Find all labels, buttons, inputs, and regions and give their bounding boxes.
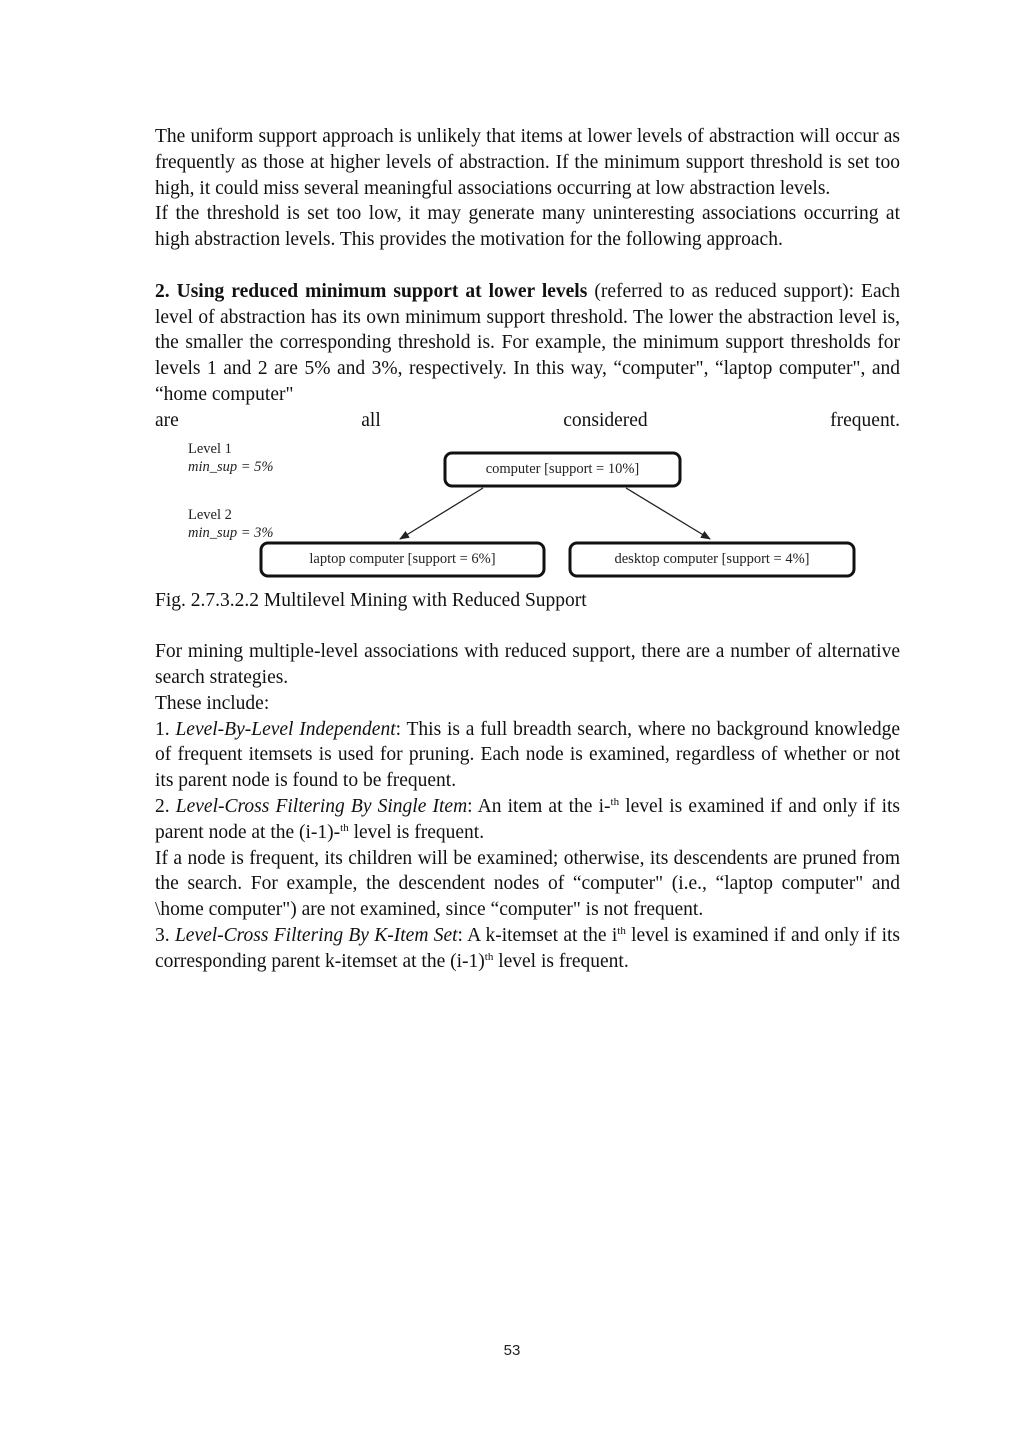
desktop-node-label: desktop computer [support = 4%] — [614, 550, 810, 567]
root-node-label: computer [support = 10%] — [485, 460, 640, 477]
laptop-node-label: laptop computer [support = 6%] — [309, 550, 496, 567]
level1-min-sup: min_sup = 5% — [188, 458, 274, 475]
paragraph-search-strategies: For mining multiple-level associations with reduced support, there are a number of alternative search strategies. — [155, 641, 900, 688]
level2-label — [188, 506, 274, 542]
paragraph-these-include: These include: — [155, 692, 270, 714]
last-line-word: are — [155, 409, 179, 431]
section-reduced-support — [155, 279, 900, 408]
strategy-title: Level-Cross Filtering By K-Item Set — [174, 924, 458, 946]
section-heading: 2. Using reduced minimum support at lower levels — [155, 280, 588, 302]
last-line-word: all — [361, 409, 381, 431]
level1-label — [188, 440, 274, 476]
page-body — [155, 124, 900, 975]
page-number: 53 — [503, 1342, 521, 1359]
last-line-word: considered — [563, 409, 648, 431]
paragraph-low-threshold: If the threshold is set too low, it may generate many uninteresting associations occurring at high abstraction levels. This provides the motivation for the following approach. — [155, 203, 900, 251]
level1-title: Level 1 — [188, 440, 232, 457]
level2-min-sup: min_sup = 3% — [188, 524, 274, 541]
edge-root-to-desktop — [626, 488, 710, 539]
edge-root-to-laptop — [400, 488, 483, 539]
level2-title: Level 2 — [188, 506, 232, 523]
section-last-line — [155, 408, 900, 434]
paragraph-uniform-support: The uniform support approach is unlikely that items at lower levels of abstraction will occur as frequently as those at higher levels of abstraction. If the minimum support threshold is set too high, it could miss several meaningful associations occurring at low abstraction levels. — [155, 126, 900, 199]
strategy-item-2: 2. Level-Cross Filtering By Single Item: An item at the i-$^{th}$ level is examined if and only if its parent node at the (i-1)-$^{th}$ level is frequent. — [155, 795, 900, 843]
multilevel-figure — [155, 436, 900, 588]
last-line-word: frequent. — [830, 409, 900, 431]
strategy-title: Level-By-Level Independent — [175, 718, 396, 740]
strategy-item-3: 3. Level-Cross Filtering By K-Item Set: A k-itemset at the $i^{th}$ level is examined if and only if its corresponding parent k-itemset at the $(i-1)^{th}$ level is frequent. — [155, 924, 901, 972]
strategy-item-1: 1. Level-By-Level Independent: This is a full breadth search, where no background knowledge of frequent itemsets is used for pruning. Each node is examined, regardless of whether or not its parent node is found to be frequent. — [155, 718, 900, 792]
strategy-title: Level-Cross Filtering By Single Item — [175, 795, 468, 817]
section-body: (referred to as reduced support): Each level of abstraction has its own minimum support threshold. The lower the abstraction level is, the smaller the corresponding threshold is. For example, the minimum support thresholds for levels 1 and 2 are 5% and 3%, respectively. In this way, “computer", “laptop computer", and “home computer" — [155, 280, 901, 405]
figure-caption: Fig. 2.7.3.2.2 Multilevel Mining with Reduced Support — [155, 589, 587, 611]
paragraph-pruning: If a node is frequent, its children will be examined; otherwise, its descendents are pruned from the search. For example, the descendent nodes of “computer" (i.e., “laptop computer" and \home computer") are not examined, since “computer" is not frequent. — [155, 847, 900, 921]
